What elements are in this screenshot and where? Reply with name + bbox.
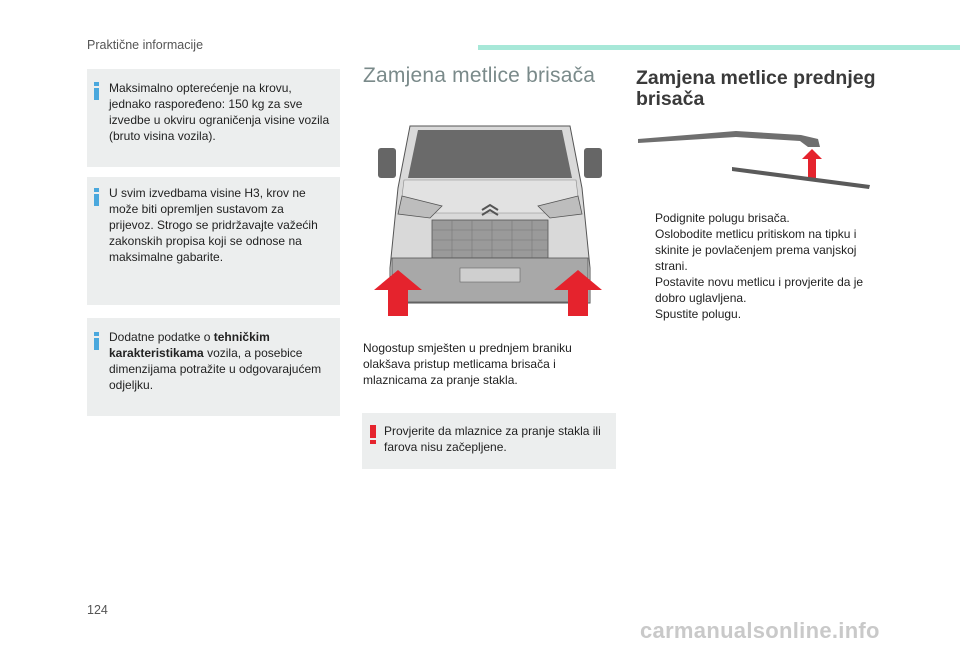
step-text: Oslobodite metlicu pritiskom na tipku i skinite je povlačenjem prema vanjskoj strani. — [655, 227, 857, 273]
bold-technical-characteristics: tehničkim karakteristikama — [109, 330, 270, 360]
step-text: Spustite polugu. — [655, 307, 742, 321]
info-icon — [94, 332, 99, 350]
info-text-roof-load: Maksimalno opterećenje na krovu, jednako raspoređeno: 150 kg za sve izvedbe u okviru ograničenja visine vozila (bruto visina vozila). — [109, 81, 330, 143]
page-header-title: Praktične informacije — [87, 38, 204, 52]
header-accent-bar — [478, 45, 960, 50]
warning-box-washer-jets — [362, 413, 616, 469]
info-text-h3-roof: U svim izvedbama visine H3, krov ne može biti opremljen sustavom za prijevoz. Strogo se pridržavajte važećih zakonskih propisa koji se odnose na maksimalne gabarite. — [109, 186, 318, 264]
section-title-wiper-replacement: Zamjena metlice brisača — [363, 64, 596, 87]
steps-list — [636, 210, 886, 322]
step-item — [636, 226, 886, 274]
warning-text-washer-jets: Provjerite da mlaznice za pranje stakla ili farova nisu začepljene. — [384, 424, 601, 454]
step-item — [636, 306, 886, 322]
info-box-roof-load — [87, 69, 340, 167]
text-segment: Dodatne podatke o — [109, 330, 214, 344]
info-icon — [94, 82, 99, 100]
step-item — [636, 274, 886, 306]
info-box-h3-roof — [87, 177, 340, 305]
text-segment: vozila, a posebice dimenzijama potražite u odgovarajućem odjeljku. — [109, 346, 322, 392]
warning-icon — [370, 425, 376, 444]
step-item — [636, 210, 886, 226]
paragraph-step-access: Nogostup smješten u prednjem braniku olakšava pristup metlicama brisača i mlaznicama za pranje stakla. — [363, 341, 572, 387]
step-text: Podignite polugu brisača. — [655, 211, 790, 225]
info-box-technical-data — [87, 318, 340, 416]
page-number: 124 — [87, 603, 108, 617]
info-text-technical-data — [109, 329, 330, 393]
wiper-blade-illustration — [636, 125, 876, 195]
van-front-illustration — [370, 118, 610, 323]
info-icon — [94, 188, 99, 206]
step-text: Postavite novu metlicu i provjerite da je dobro uglavljena. — [655, 275, 864, 305]
watermark: carmanualsonline.info — [640, 618, 880, 643]
subsection-title-front-wiper: Zamjena metlice prednjeg brisača — [636, 67, 876, 110]
